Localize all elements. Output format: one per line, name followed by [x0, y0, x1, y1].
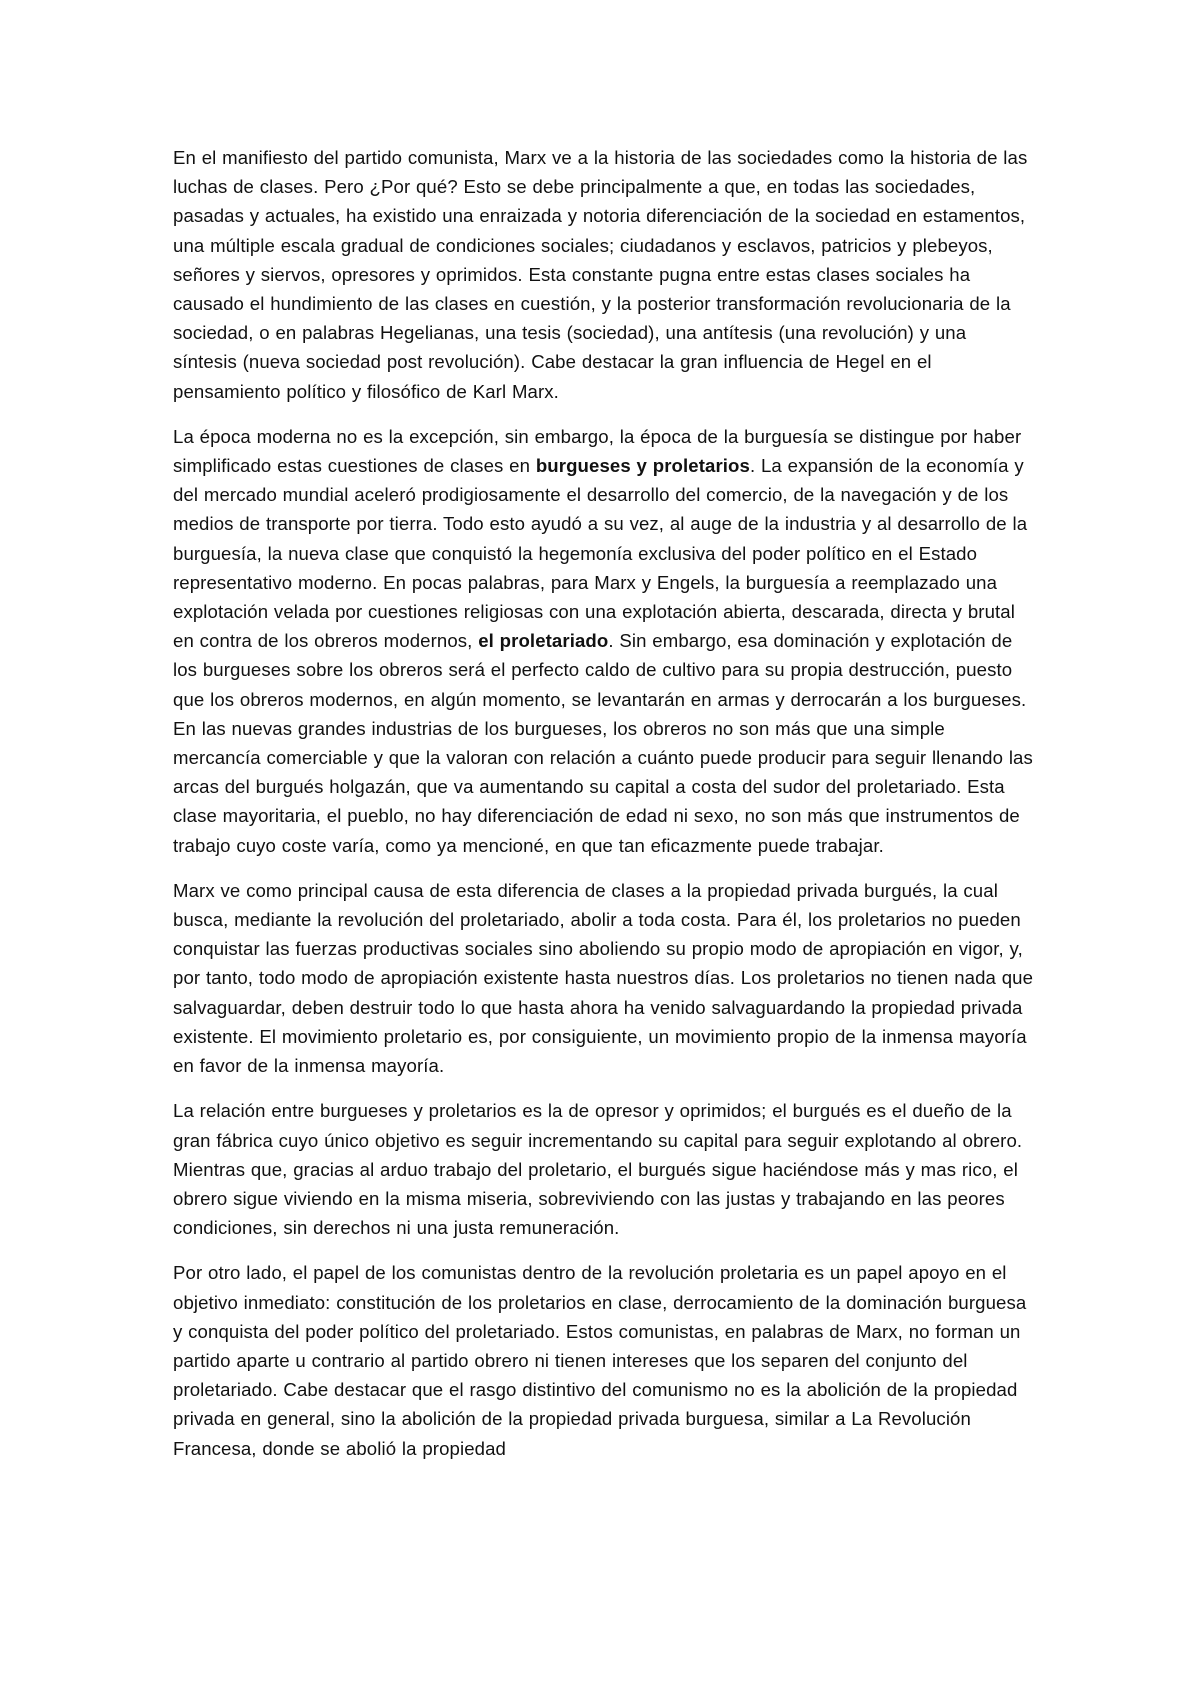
document-body: [173, 143, 1035, 1463]
paragraph-5-text: Por otro lado, el papel de los comunistas dentro de la revolución proletaria es un papel apoyo en el objetivo inmediato: constitución de los proletarios en clase, derrocamiento de la dominación burguesa y conquista del poder político del proletariado. Estos comunistas, en palabras de Marx, no forman un partido aparte u contrario al partido obrero ni tienen intereses que los separen del conjunto del proletariado. Cabe destacar que el rasgo distintivo del comunismo no es la abolición de la propiedad privada en general, sino la abolición de la propiedad privada burguesa, similar a La Revolución Francesa, donde se abolió la propiedad: [173, 1262, 1027, 1459]
paragraph-3: [173, 876, 1035, 1080]
paragraph-2-text-b: . La expansión de la economía y del mercado mundial aceleró prodigiosamente el desarrollo del comercio, de la navegación y de los medios de transporte por tierra. Todo esto ayudó a su vez, al auge de la industria y al desarrollo de la burguesía, la nueva clase que conquistó la hegemonía exclusiva del poder político en el Estado representativo moderno. En pocas palabras, para Marx y Engels, la burguesía a reemplazado una explotación velada por cuestiones religiosas con una explotación abierta, descarada, directa y brutal en contra de los obreros modernos,: [173, 455, 1028, 652]
paragraph-5: [173, 1258, 1035, 1462]
bold-term-burgueses-y-proletarios: burgueses y proletarios: [535, 455, 750, 477]
paragraph-2: [173, 422, 1035, 860]
bold-term-el-proletariado: el proletariado: [478, 630, 609, 652]
paragraph-2-text-a: La época moderna no es la excepción, sin embargo, la época de la burguesía se distingue por haber simplificado estas cuestiones de clases en: [173, 425, 1022, 477]
paragraph-3-text: Marx ve como principal causa de esta diferencia de clases a la propiedad privada burgués, la cual busca, mediante la revolución del proletariado, abolir a toda costa. Para él, los proletarios no pueden conquistar las fuerzas productivas sociales sino aboliendo su propio modo de apropiación en vigor, y, por tanto, todo modo de apropiación existente hasta nuestros días. Los proletarios no tienen nada que salvaguardar, deben destruir todo lo que hasta ahora ha venido salvaguardando la propiedad privada existente. El movimiento proletario es, por consiguiente, un movimiento propio de la inmensa mayoría en favor de la inmensa mayoría.: [173, 879, 1034, 1077]
paragraph-1-text: En el manifiesto del partido comunista, Marx ve a la historia de las sociedades como la historia de las luchas de clases. Pero ¿Por qué? Esto se debe principalmente a que, en todas las sociedades, pasadas y actuales, ha existido una enraizada y notoria diferenciación de la sociedad en estamentos, una múltiple escala gradual de condiciones sociales; ciudadanos y esclavos, patricios y plebeyos, señores y siervos, opresores y oprimidos. Esta constante pugna entre estas clases sociales ha causado el hundimiento de las clases en cuestión, y la posterior transformación revolucionaria de la sociedad, o en palabras Hegelianas, una tesis (sociedad), una antítesis (una revolución) y una síntesis (nueva sociedad post revolución). Cabe destacar la gran influencia de Hegel en el pensamiento político y filosófico de Karl Marx.: [173, 147, 1028, 402]
paragraph-4: [173, 1096, 1035, 1242]
paragraph-1: [173, 143, 1035, 406]
paragraph-4-text: La relación entre burgueses y proletarios es la de opresor y oprimidos; el burgués es el dueño de la gran fábrica cuyo único objetivo es seguir incrementando su capital para seguir explotando al obrero. Mientras que, gracias al arduo trabajo del proletario, el burgués sigue haciéndose más y mas rico, el obrero sigue viviendo en la misma miseria, sobreviviendo con las justas y trabajando en las peores condiciones, sin derechos ni una justa remuneración.: [173, 1100, 1023, 1239]
paragraph-2-text-c: . Sin embargo, esa dominación y explotación de los burgueses sobre los obreros será el perfecto caldo de cultivo para su propia destrucción, puesto que los obreros modernos, en algún momento, se levantarán en armas y derrocarán a los burgueses. En las nuevas grandes industrias de los burgueses, los obreros no son más que una simple mercancía comerciable y que la valoran con relación a cuánto puede producir para seguir llenando las arcas del burgués holgazán, que va aumentando su capital a costa del sudor del proletariado. Esta clase mayoritaria, el pueblo, no hay diferenciación de edad ni sexo, no son más que instrumentos de trabajo cuyo coste varía, como ya mencioné, en que tan eficazmente puede trabajar.: [173, 630, 1033, 856]
